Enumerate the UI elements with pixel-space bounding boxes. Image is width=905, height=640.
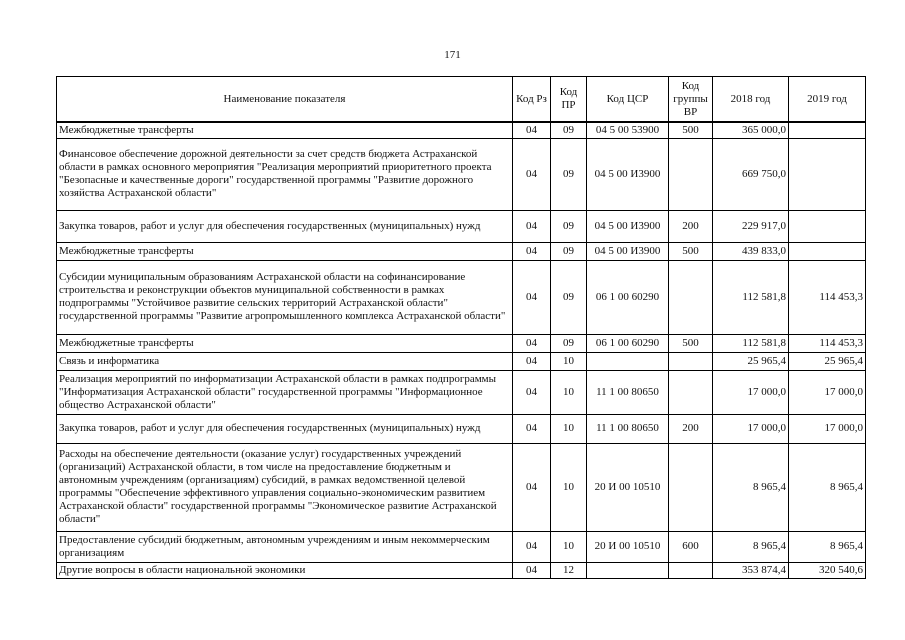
cell-vr — [669, 260, 713, 334]
cell-csr: 04 5 00 53900 — [587, 122, 669, 138]
cell-pr: 10 — [551, 370, 587, 414]
header-rz: Код Рз — [513, 77, 551, 123]
cell-pr: 09 — [551, 334, 587, 352]
header-2018: 2018 год — [713, 77, 789, 123]
cell-pr: 10 — [551, 531, 587, 562]
cell-name: Межбюджетные трансферты — [57, 334, 513, 352]
table-row — [57, 352, 866, 370]
table-body — [57, 122, 866, 578]
table-row — [57, 260, 866, 334]
cell-name: Предоставление субсидий бюджетным, автономным учреждениям и иным некоммерческим организациям — [57, 531, 513, 562]
cell-y2019: 114 453,3 — [789, 334, 866, 352]
page-number: 171 — [444, 49, 461, 61]
table-row — [57, 210, 866, 242]
table-row — [57, 138, 866, 210]
table-row — [57, 242, 866, 260]
cell-csr: 04 5 00 И3900 — [587, 210, 669, 242]
cell-csr: 11 1 00 80650 — [587, 414, 669, 443]
cell-y2018: 669 750,0 — [713, 138, 789, 210]
table-row — [57, 414, 866, 443]
cell-y2019 — [789, 138, 866, 210]
cell-name: Расходы на обеспечение деятельности (оказание услуг) государственных учреждений (организаций) Астраханской области, в том числе на предоставление бюджетным и автономным учреждениям (организациям) субсидий, в рамках ведомственной целевой программы "Обеспечение эффективного управления социально-экономическим развитием Астраханской области" государственной программы "Экономическое развитие Астраханской области" — [57, 443, 513, 531]
cell-pr: 09 — [551, 260, 587, 334]
cell-y2018: 439 833,0 — [713, 242, 789, 260]
cell-vr — [669, 370, 713, 414]
header-pr: Код ПР — [551, 77, 587, 123]
cell-y2019: 114 453,3 — [789, 260, 866, 334]
cell-pr: 10 — [551, 352, 587, 370]
cell-vr: 500 — [669, 242, 713, 260]
cell-pr: 09 — [551, 210, 587, 242]
cell-name: Субсидии муниципальным образованиям Астраханской области на софинансирование строительства и реконструкции объектов муниципальной собственности в рамках подпрограммы "Устойчивое развитие сельских территорий Астраханской области" государственной программы "Развитие агропромышленного комплекса Астраханской области" — [57, 260, 513, 334]
cell-y2018: 229 917,0 — [713, 210, 789, 242]
cell-y2018: 17 000,0 — [713, 414, 789, 443]
cell-csr: 04 5 00 И3900 — [587, 138, 669, 210]
header-2019: 2019 год — [789, 77, 866, 123]
cell-y2018: 25 965,4 — [713, 352, 789, 370]
cell-name: Финансовое обеспечение дорожной деятельности за счет средств бюджета Астраханской области в рамках основного мероприятия "Реализация мероприятий приоритетного проекта "Безопасные и качественные дороги" государственной программы "Развитие дорожного хозяйства Астраханской области" — [57, 138, 513, 210]
cell-y2019 — [789, 122, 866, 138]
cell-name: Межбюджетные трансферты — [57, 122, 513, 138]
cell-name: Закупка товаров, работ и услуг для обеспечения государственных (муниципальных) нужд — [57, 414, 513, 443]
cell-y2019: 17 000,0 — [789, 414, 866, 443]
cell-y2018: 8 965,4 — [713, 531, 789, 562]
cell-vr — [669, 443, 713, 531]
cell-csr: 11 1 00 80650 — [587, 370, 669, 414]
cell-rz: 04 — [513, 242, 551, 260]
cell-y2018: 353 874,4 — [713, 562, 789, 578]
cell-vr — [669, 138, 713, 210]
cell-name: Закупка товаров, работ и услуг для обеспечения государственных (муниципальных) нужд — [57, 210, 513, 242]
cell-pr: 10 — [551, 443, 587, 531]
cell-vr: 200 — [669, 414, 713, 443]
header-vr: Код группы ВР — [669, 77, 713, 123]
cell-vr: 200 — [669, 210, 713, 242]
cell-rz: 04 — [513, 260, 551, 334]
cell-y2018: 8 965,4 — [713, 443, 789, 531]
cell-rz: 04 — [513, 443, 551, 531]
cell-csr: 06 1 00 60290 — [587, 334, 669, 352]
cell-vr — [669, 352, 713, 370]
table-row — [57, 531, 866, 562]
cell-vr — [669, 562, 713, 578]
cell-y2019: 8 965,4 — [789, 443, 866, 531]
cell-name: Реализация мероприятий по информатизации Астраханской области в рамках подпрограммы "Информатизация Астраханской области" государственной программы "Информационное общество Астраханской области" — [57, 370, 513, 414]
cell-y2018: 365 000,0 — [713, 122, 789, 138]
cell-rz: 04 — [513, 531, 551, 562]
table-header-row — [57, 77, 866, 123]
table-row — [57, 562, 866, 578]
cell-pr: 12 — [551, 562, 587, 578]
cell-y2019 — [789, 210, 866, 242]
cell-name: Межбюджетные трансферты — [57, 242, 513, 260]
table-row — [57, 334, 866, 352]
cell-csr — [587, 352, 669, 370]
cell-csr: 06 1 00 60290 — [587, 260, 669, 334]
header-name: Наименование показателя — [57, 77, 513, 123]
cell-pr: 10 — [551, 414, 587, 443]
cell-vr: 500 — [669, 334, 713, 352]
cell-rz: 04 — [513, 210, 551, 242]
cell-rz: 04 — [513, 122, 551, 138]
cell-y2019: 320 540,6 — [789, 562, 866, 578]
header-csr: Код ЦСР — [587, 77, 669, 123]
cell-rz: 04 — [513, 370, 551, 414]
cell-csr: 20 И 00 10510 — [587, 531, 669, 562]
cell-csr: 20 И 00 10510 — [587, 443, 669, 531]
cell-y2018: 112 581,8 — [713, 260, 789, 334]
cell-y2019 — [789, 242, 866, 260]
cell-pr: 09 — [551, 122, 587, 138]
cell-rz: 04 — [513, 334, 551, 352]
cell-y2019: 8 965,4 — [789, 531, 866, 562]
cell-pr: 09 — [551, 138, 587, 210]
cell-rz: 04 — [513, 352, 551, 370]
cell-y2018: 17 000,0 — [713, 370, 789, 414]
table-row — [57, 122, 866, 138]
cell-vr: 500 — [669, 122, 713, 138]
cell-y2018: 112 581,8 — [713, 334, 789, 352]
cell-pr: 09 — [551, 242, 587, 260]
budget-table — [56, 76, 866, 579]
cell-name: Связь и информатика — [57, 352, 513, 370]
cell-y2019: 17 000,0 — [789, 370, 866, 414]
cell-vr: 600 — [669, 531, 713, 562]
cell-csr — [587, 562, 669, 578]
table-row — [57, 370, 866, 414]
cell-rz: 04 — [513, 562, 551, 578]
cell-name: Другие вопросы в области национальной экономики — [57, 562, 513, 578]
cell-rz: 04 — [513, 138, 551, 210]
table-row — [57, 443, 866, 531]
cell-rz: 04 — [513, 414, 551, 443]
cell-y2019: 25 965,4 — [789, 352, 866, 370]
cell-csr: 04 5 00 И3900 — [587, 242, 669, 260]
